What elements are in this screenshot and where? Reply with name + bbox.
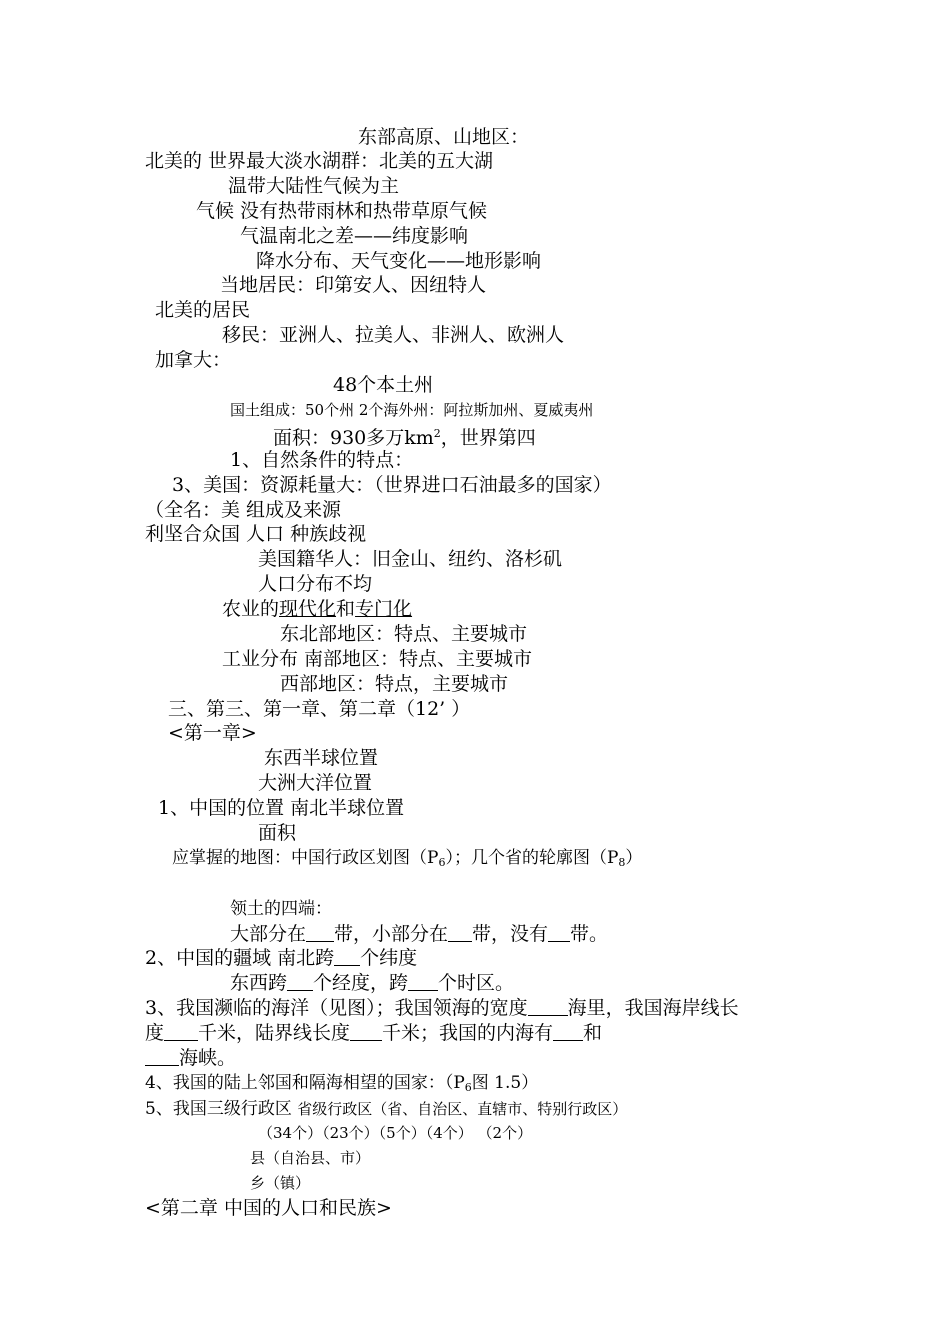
text-segment: 图 1.5） [471, 1073, 539, 1093]
text-line [273, 422, 536, 450]
text-segment: 个纬度 [360, 947, 418, 969]
fill-blank [164, 1022, 198, 1041]
text-segment: 海峡。 [179, 1047, 237, 1069]
fill-blank [287, 972, 313, 991]
text-segment: 和 [336, 598, 356, 620]
text-line: 国土组成：50个州 2个海外州：阿拉斯加州、夏威夷州 [230, 401, 594, 419]
text-line: （全名：美 组成及来源 [145, 499, 342, 521]
text-line: 工业分布 南部地区：特点、主要城市 [222, 648, 533, 670]
text-segment: 3、我国濒临的海洋（见图）；我国领海的宽度 [145, 997, 528, 1019]
text-segment: 度 [145, 1022, 165, 1044]
fill-blank [553, 1022, 583, 1041]
text-line [222, 597, 412, 621]
text-line: 东北部地区：特点、主要城市 [280, 623, 528, 645]
text-line: <第二章 中国的人口和民族> [145, 1197, 392, 1219]
text-line [145, 996, 739, 1020]
text-segment: ）；几个省的轮廓图（P [445, 848, 619, 868]
text-segment: 5、我国三级行政区 [145, 1099, 298, 1119]
fill-blank [334, 947, 360, 966]
text-line: 温带大陆性气候为主 [228, 175, 400, 197]
superscript: 2 [433, 427, 441, 440]
text-segment: 带，小部分在 [334, 923, 449, 945]
text-segment: 带。 [570, 923, 609, 945]
fill-blank [408, 972, 438, 991]
text-segment: 个经度，跨 [313, 972, 409, 994]
text-segment: ） [625, 848, 643, 868]
text-line: 东部高原、山地区： [358, 126, 530, 148]
fill-blank [306, 923, 334, 942]
text-line [145, 946, 417, 970]
text-segment: 千米，陆界线长度 [198, 1022, 351, 1044]
text-line: 领土的四端： [230, 899, 332, 919]
text-line [230, 922, 608, 946]
fill-blank [145, 1047, 179, 1066]
text-line: 西部地区：特点，主要城市 [280, 673, 509, 695]
text-line: 大洲大洋位置 [258, 772, 373, 794]
fill-blank [350, 1022, 382, 1041]
text-segment: 带，没有 [472, 923, 549, 945]
text-segment: 4、我国的陆上邻国和隔海相望的国家：（P [145, 1073, 465, 1093]
subscript: 8 [618, 856, 626, 869]
fill-blank [528, 997, 568, 1016]
text-line: 美国籍华人：旧金山、纽约、洛杉矶 [258, 548, 563, 570]
text-segment: 面积：930多万km [273, 427, 434, 449]
text-segment: 个时区。 [438, 972, 515, 994]
text-line [172, 846, 642, 875]
text-line: 面积 [258, 822, 297, 844]
text-line [145, 1046, 236, 1070]
text-segment: 2、中国的疆域 南北跨 [145, 947, 335, 969]
text-segment: 省级行政区（省、自治区、直辖市、特别行政区） [297, 1100, 628, 1118]
text-line: （34个）（23个）（5个）（4个） （2个） [258, 1124, 533, 1142]
underlined-term: 专门化 [355, 598, 413, 620]
text-line: 北美的居民 [155, 299, 251, 321]
text-line: 1、中国的位置 南北半球位置 [158, 797, 405, 819]
text-line: 气候 没有热带雨林和热带草原气候 [196, 200, 488, 222]
text-segment: 千米；我国的内海有 [382, 1022, 554, 1044]
text-line: 3、美国：资源耗量大：（世界进口石油最多的国家） [172, 474, 612, 496]
text-line [145, 1021, 602, 1045]
subscript: 6 [438, 856, 446, 869]
text-line: 东西半球位置 [264, 747, 379, 769]
text-line: <第一章> [168, 722, 257, 744]
fill-blank [448, 923, 472, 942]
subscript: 6 [464, 1081, 472, 1094]
text-line: 48个本土州 [333, 374, 434, 396]
text-line: 降水分布、天气变化——地形影响 [256, 250, 542, 272]
text-line: 1、自然条件的特点： [230, 449, 414, 471]
text-line: 当地居民：印第安人、因纽特人 [220, 274, 487, 296]
text-line: 人口分布不均 [258, 573, 373, 595]
text-segment: 海里，我国海岸线长 [567, 997, 739, 1019]
underlined-term: 现代化 [279, 598, 337, 620]
text-line: 加拿大： [155, 349, 232, 371]
text-segment: ，世界第四 [440, 427, 536, 449]
text-line [230, 971, 514, 995]
text-line: 气温南北之差——纬度影响 [240, 225, 469, 247]
text-line: 三、第三、第一章、第二章（12’ ） [168, 698, 471, 720]
text-line: 县（自治县、市） [250, 1149, 371, 1167]
text-line: 乡（镇） [250, 1174, 311, 1192]
text-segment: 大部分在 [230, 923, 307, 945]
fill-blank [548, 923, 570, 942]
text-segment: 应掌握的地图：中国行政区划图（P [172, 848, 439, 868]
text-line [145, 1096, 627, 1121]
text-line: 利坚合众国 人口 种族歧视 [145, 523, 367, 545]
text-segment: 东西跨 [230, 972, 288, 994]
text-segment: 和 [583, 1022, 603, 1044]
text-line: 移民：亚洲人、拉美人、非洲人、欧洲人 [222, 324, 565, 346]
text-line: 北美的 世界最大淡水湖群：北美的五大湖 [145, 150, 494, 172]
text-segment: 农业的 [222, 598, 280, 620]
